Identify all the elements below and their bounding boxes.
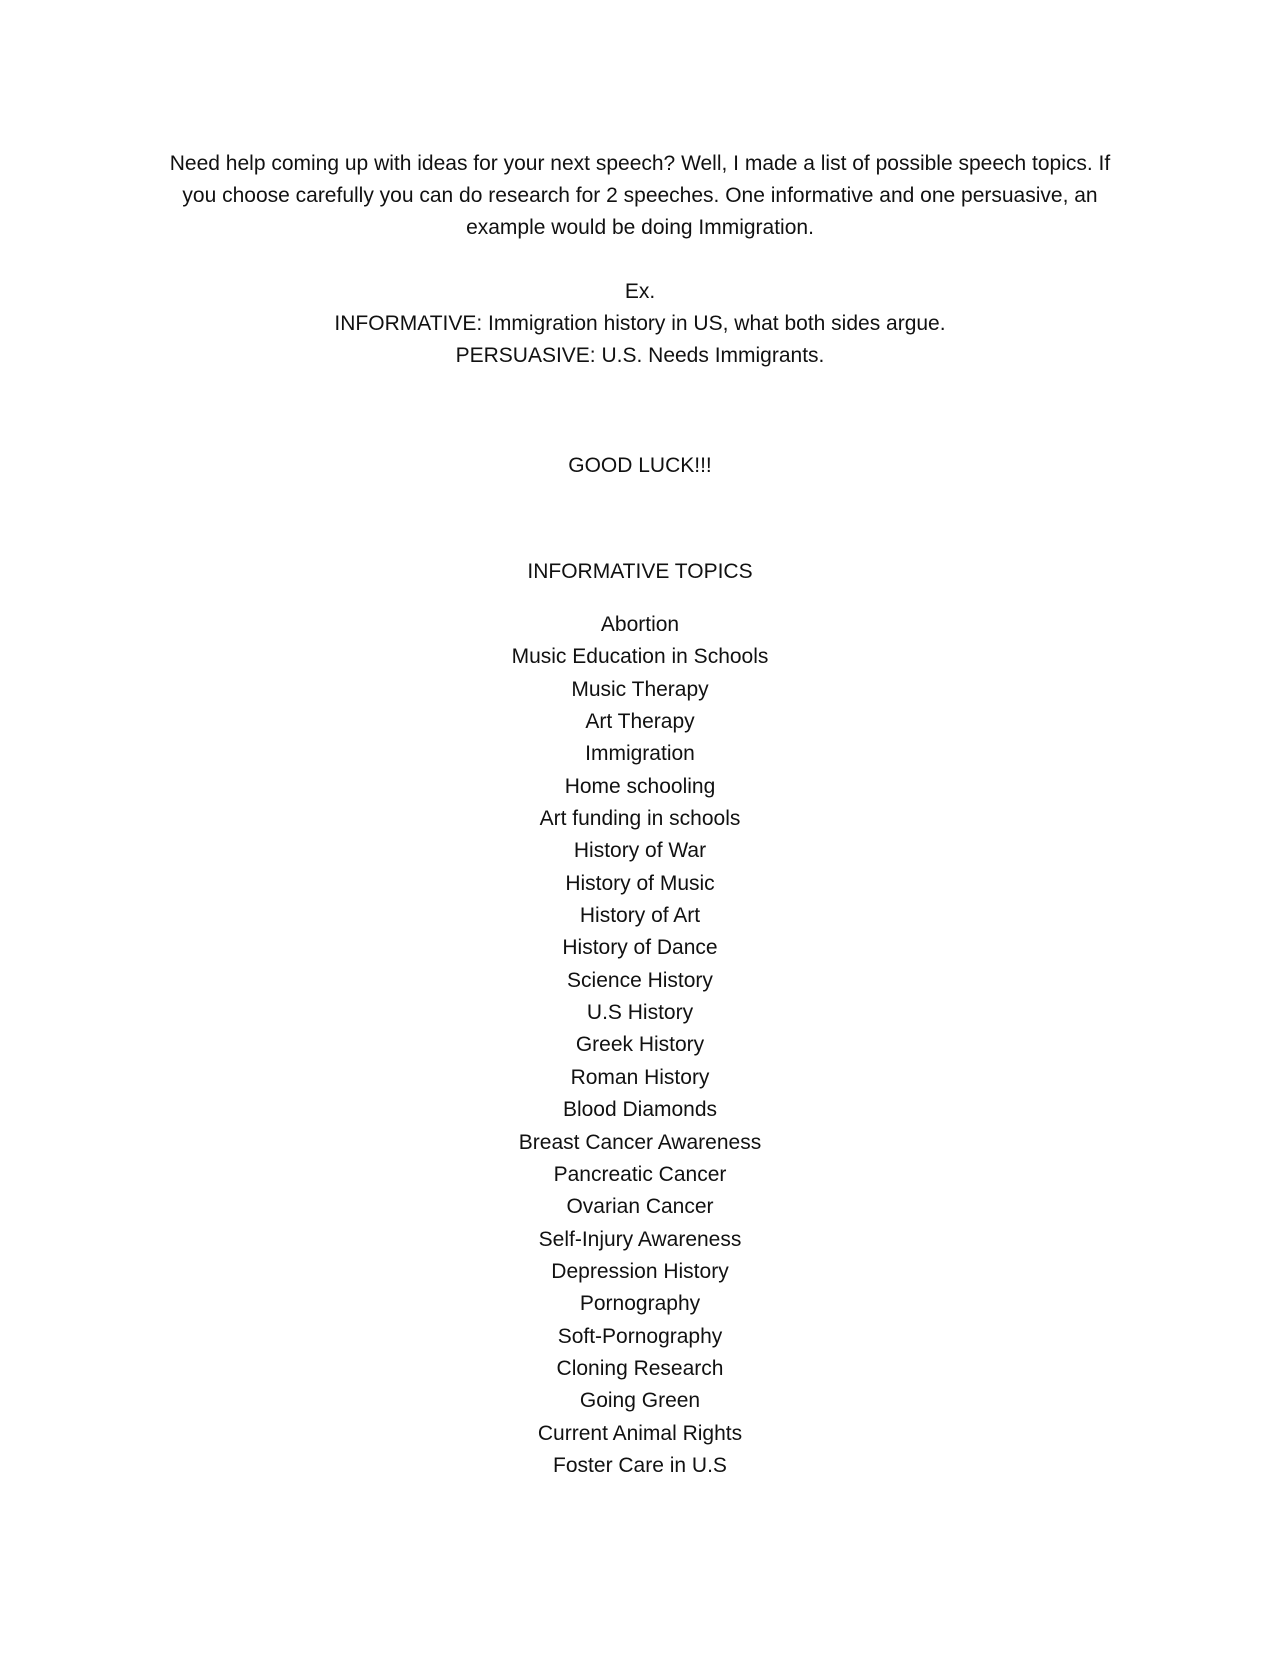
topic-item: Greek History bbox=[575, 1033, 705, 1057]
topic-item: U.S History bbox=[586, 1001, 694, 1025]
intro-line: Need help coming up with ideas for your next speech? Well, I made a list of possible speech topics. If bbox=[169, 152, 1111, 175]
informative-topics-heading: INFORMATIVE TOPICS bbox=[527, 560, 753, 583]
topic-item: Foster Care in U.S bbox=[553, 1453, 727, 1477]
intro-line: example would be doing Immigration. bbox=[466, 216, 814, 239]
intro-paragraph bbox=[160, 148, 1120, 244]
topic-item: Pancreatic Cancer bbox=[553, 1162, 727, 1186]
closing-text: GOOD LUCK!!! bbox=[568, 454, 712, 477]
topic-item: Pornography bbox=[579, 1292, 701, 1316]
topic-item: History of Dance bbox=[562, 936, 718, 960]
topic-item: History of Music bbox=[565, 871, 715, 895]
example-persuasive: PERSUASIVE: U.S. Needs Immigrants. bbox=[455, 344, 825, 367]
topic-item: Depression History bbox=[551, 1259, 729, 1283]
topic-item: Going Green bbox=[579, 1389, 701, 1413]
topic-item: Music Therapy bbox=[571, 677, 709, 701]
topic-item: Abortion bbox=[600, 613, 680, 636]
topic-item: Self-Injury Awareness bbox=[538, 1227, 742, 1251]
topic-item: Art funding in schools bbox=[539, 807, 741, 831]
topic-item: Science History bbox=[567, 968, 713, 992]
topic-item: Breast Cancer Awareness bbox=[518, 1130, 762, 1154]
topic-item: Immigration bbox=[585, 742, 695, 766]
topic-item: Soft-Pornography bbox=[557, 1324, 723, 1348]
topic-item: Ovarian Cancer bbox=[566, 1195, 714, 1219]
topic-item: Art Therapy bbox=[585, 710, 695, 734]
topic-item: Cloning Research bbox=[556, 1356, 724, 1380]
example-block bbox=[160, 276, 1120, 372]
topic-item: Roman History bbox=[570, 1065, 710, 1089]
topic-item: History of Art bbox=[579, 904, 701, 928]
example-informative: INFORMATIVE: Immigration history in US, what both sides argue. bbox=[334, 312, 946, 335]
informative-topics-list bbox=[160, 609, 1120, 1482]
topic-item: History of War bbox=[573, 839, 707, 863]
topic-item: Music Education in Schools bbox=[511, 645, 769, 669]
topic-item: Blood Diamonds bbox=[562, 1098, 718, 1122]
topic-item: Current Animal Rights bbox=[537, 1421, 743, 1445]
topic-item: Home schooling bbox=[564, 774, 716, 798]
intro-line: you choose carefully you can do research for 2 speeches. One informative and one persuasive, an bbox=[182, 184, 1098, 207]
example-label: Ex. bbox=[624, 280, 656, 303]
